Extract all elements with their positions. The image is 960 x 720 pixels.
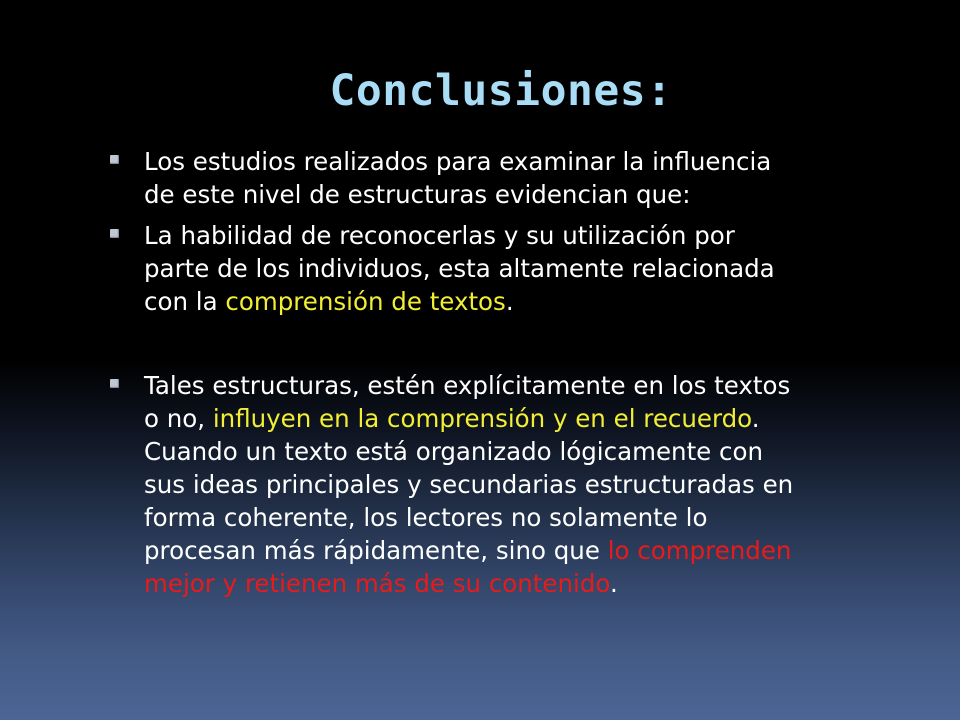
- bullet-line: La habilidad de reconocerlas y su utilización por: [144, 221, 735, 250]
- bullet-text-plain: .: [505, 287, 514, 316]
- bullet-line: parte de los individuos, esta altamente relacionada: [144, 254, 775, 283]
- highlight-red-text: mejor y retienen más de su contenido: [144, 569, 610, 598]
- bullet-text: [144, 369, 914, 600]
- bullet-line: [144, 534, 914, 567]
- bullet-line: forma coherente, los lectores no solamente lo: [144, 503, 708, 532]
- bullet-text-plain: o no,: [144, 404, 213, 433]
- highlight-red-text: lo comprenden: [607, 536, 792, 565]
- highlight-yellow-text: influyen en la comprensión y en el recuerdo: [212, 404, 752, 433]
- slide-title: Conclusiones:: [329, 66, 673, 116]
- bullet-line: de este nivel de estructuras evidencian que:: [144, 180, 691, 209]
- bullet-line: [144, 567, 914, 600]
- square-bullet-icon: [110, 229, 119, 238]
- bullet-line: Los estudios realizados para examinar la influencia: [144, 147, 772, 176]
- bullet-text: [144, 219, 914, 318]
- bullet-line: sus ideas principales y secundarias estructuradas en: [144, 470, 794, 499]
- bullet-text-plain: .: [751, 404, 760, 433]
- bullet-text: [144, 145, 914, 211]
- bullet-line: [144, 285, 914, 318]
- bullet-line: Cuando un texto está organizado lógicamente con: [144, 437, 764, 466]
- bullet-line: [144, 402, 914, 435]
- bullet-text-plain: .: [609, 569, 618, 598]
- highlight-yellow-text: comprensión de textos: [225, 287, 506, 316]
- square-bullet-icon: [110, 379, 119, 388]
- bullet-text-plain: con la: [144, 287, 226, 316]
- bullet-text-plain: procesan más rápidamente, sino que: [144, 536, 608, 565]
- square-bullet-icon: [110, 155, 119, 164]
- bullet-line: Tales estructuras, estén explícitamente en los textos: [144, 371, 791, 400]
